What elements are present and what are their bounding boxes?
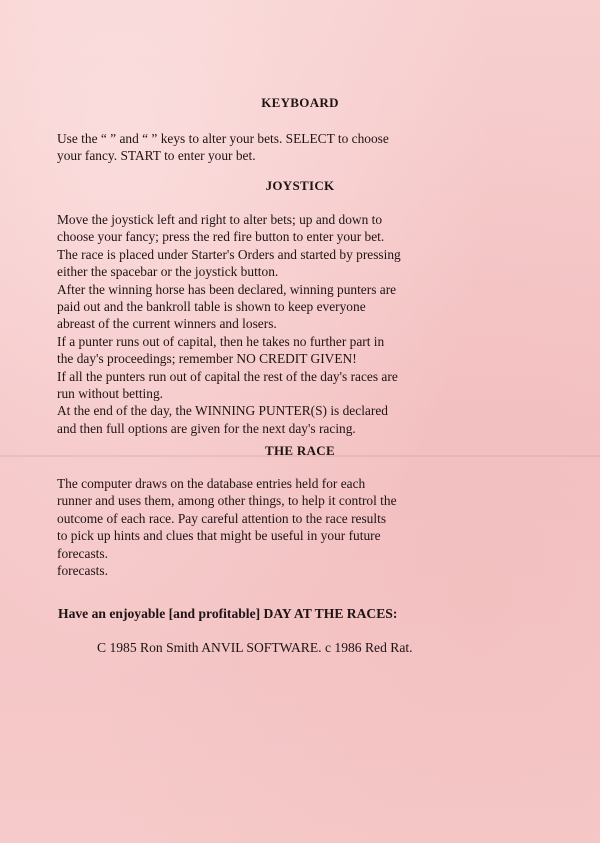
race-line: forecasts. xyxy=(57,545,108,561)
keyboard-paragraph xyxy=(57,130,467,165)
keyboard-line: your fancy. START to enter your bet. xyxy=(57,148,256,164)
joystick-paragraph xyxy=(57,211,467,437)
joystick-line: run without betting. xyxy=(57,386,164,402)
joystick-line: After the winning horse has been declared, winning punters are xyxy=(57,281,397,297)
keyboard-line: Use the “ ” and “ ” keys to alter your bets. SELECT to choose xyxy=(57,131,389,146)
joystick-line: If all the punters run out of capital the rest of the day's races are xyxy=(57,368,398,384)
race-heading: THE RACE xyxy=(265,443,335,458)
race-line: forecasts. xyxy=(57,563,108,579)
joystick-line: either the spacebar or the joystick button. xyxy=(57,264,279,280)
joystick-line: abreast of the current winners and losers. xyxy=(57,316,277,332)
joystick-line: If a punter runs out of capital, then he takes no further part in xyxy=(57,333,385,349)
race-line: runner and uses them, among other things, to help it control the xyxy=(57,493,397,509)
joystick-line: The race is placed under Starter's Orders and started by pressing xyxy=(57,246,401,262)
joystick-line: choose your fancy; press the red fire button to enter your bet. xyxy=(57,229,385,245)
joystick-line: and then full options are given for the next day's racing. xyxy=(57,420,356,436)
joystick-line: At the end of the day, the WINNING PUNTER(S) is declared xyxy=(57,403,388,419)
joystick-line: Move the joystick left and right to alter bets; up and down to xyxy=(57,212,383,227)
joystick-line: paid out and the bankroll table is shown to keep everyone xyxy=(57,299,366,315)
race-line: outcome of each race. Pay careful attention to the race results xyxy=(57,510,387,526)
race-line: to pick up hints and clues that might be useful in your future xyxy=(57,528,381,544)
race-line: The computer draws on the database entries held for each xyxy=(57,476,366,491)
joystick-line: the day's proceedings; remember NO CREDIT GIVEN! xyxy=(57,351,357,367)
closing-line: Have an enjoyable [and profitable] DAY AT THE RACES: xyxy=(58,606,398,621)
copyright-line: C 1985 Ron Smith ANVIL SOFTWARE. c 1986 Red Rat. xyxy=(97,640,413,655)
race-paragraph xyxy=(57,475,467,579)
keyboard-heading: KEYBOARD xyxy=(261,95,339,110)
joystick-heading: JOYSTICK xyxy=(265,178,335,193)
